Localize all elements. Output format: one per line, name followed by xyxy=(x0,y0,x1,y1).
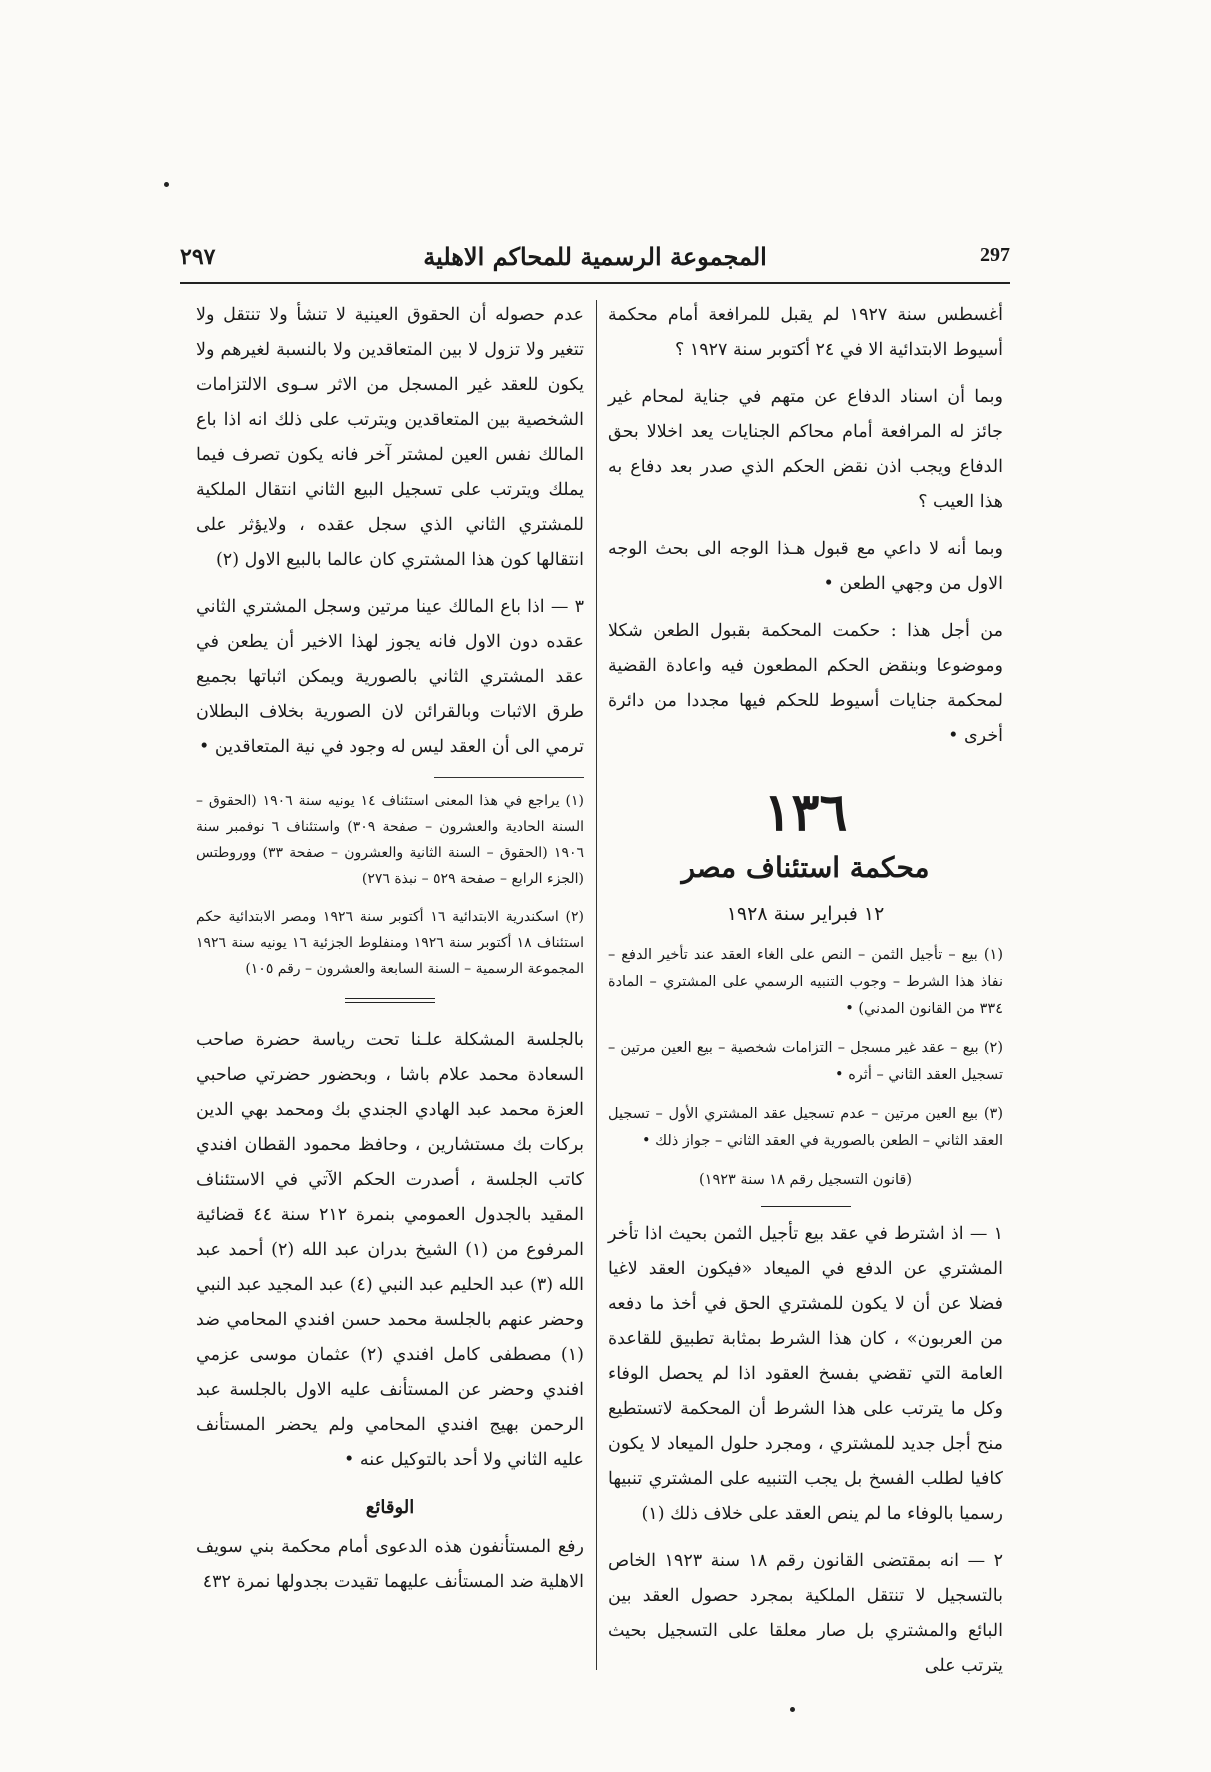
court-name: محكمة استئناف مصر xyxy=(681,851,930,884)
paragraph: ١ — اذ اشترط في عقد بيع تأجيل الثمن بحيث اذا تأخر المشتري عن الدفع في الميعاد «فيكون العقد لاغيا فضلا عن أن لا يكون للمشتري الحق في أخذ ما دفعه من العربون» ، كان هذا الشرط بمثابة تطبيق للقاعدة العامة التي تقضي بفسخ العقود اذا لم يحصل الوفاء وكل ما يترتب على هذا الشرط أن المحكمة لاتستطيع منح أجل جديد للمشتري ، ومجرد حلول الميعاد لا يكون كافيا لطلب الفسخ بل يجب التنبيه على المشتري تنبيها رسميا بالوفاء ما لم ينص العقد على خلاف ذلك (١) xyxy=(608,1224,1003,1524)
section-rule xyxy=(761,1206,851,1207)
publication-title: المجموعة الرسمية للمحاكم الاهلية xyxy=(423,242,767,271)
case-number: ١٣٦ xyxy=(763,782,848,843)
paragraph: من أجل هذا : حكمت المحكمة بقبول الطعن شكلا وموضوعا وبنقض الحكم المطعون فيه واعادة القضية لمحكمة جنايات أسيوط للحكم فيها مجددا من دائرة أخرى • xyxy=(608,621,1003,746)
footnote: (٢) اسكندرية الابتدائية ١٦ أكتوبر سنة ١٩٢٦ ومصر الابتدائية حكم استئناف ١٨ أكتوبر سنة ١٩٢٦ ومنفلوط الجزئية ١٦ يونيه سنة ١٩٢٦ المجموعة الرسمية – السنة السابعة والعشرون – رقم ١٠٥) xyxy=(196,909,585,977)
page-number-arabic: ٢٩٧ xyxy=(180,244,216,270)
headnote: (١) بيع – تأجيل الثمن – النص على الغاء العقد عند تأخير الدفع – نفاذ هذا الشرط – وجوب التنبيه الرسمي على المشتري – المادة ٣٣٤ من القانون المدني) • xyxy=(608,947,1003,1017)
facts-heading: الوقائع xyxy=(365,1497,415,1518)
header-rule xyxy=(180,282,1010,284)
paragraph: وبما أن اسناد الدفاع عن متهم في جناية لمحام غير جائز له المرافعة أمام محاكم الجنايات يعد اخلالا بحق الدفاع ويجب اذن نقض الحكم الذي صدر بعد دفاع به هذا العيب ؟ xyxy=(608,387,1003,512)
paragraph: رفع المستأنفون هذه الدعوى أمام محكمة بني سويف الاهلية ضد المستأنف عليهما تقيدت بجدولها نمرة ٤٣٢ xyxy=(196,1537,584,1592)
paragraph: ٢ — انه بمقتضى القانون رقم ١٨ سنة ١٩٢٣ الخاص بالتسجيل لا تنتقل الملكية بمجرد حصول العقد بين البائع والمشتري بل صار معلقا على التسجيل بحيث يترتب على xyxy=(608,1551,1004,1676)
paragraph: بالجلسة المشكلة علـنا تحت رياسة حضرة صاحب السعادة محمد علام باشا ، وبحضور حضرتي صاحبي العزة محمد عبد الهادي الجندي بك ومحمد بهي الدين بركات بك مستشارين ، وحافظ محمود القطان افندي كاتب الجلسة ، أصدرت الحكم الآتي في الاستئناف المقيد بالجدول العمومي بنمرة ٢١٢ سنة ٤٤ قضائية المرفوع من (١) الشيخ بدران عبد الله (٢) أحمد عبد الله (٣) عبد الحليم عبد النبي (٤) عبد المجيد عبد النبي وحضر عنهم بالجلسة محمد حسن افندي المحامي ضد (١) مصطفى كامل افندي (٢) عثمان موسى عزمي افندي وحضر عن المستأنف عليه الاول بالجلسة عبد الرحمن بهيج افندي المحامي ولم يحضر المستأنف عليه الثاني ولا أحد بالتوكيل عنه • xyxy=(196,1030,585,1470)
paragraph: ٣ — اذا باع المالك عينا مرتين وسجل المشتري الثاني عقده دون الاول فانه يجوز لهذا الاخير أن يطعن في عقد المشتري الثاني بالصورية ويمكن اثباتها بجميع طرق الاثبات وبالقرائن لان الصورية بخلاف البطلان ترمي الى أن العقد ليس له وجود في نية المتعاقدين • xyxy=(196,597,584,757)
column-separator xyxy=(596,300,597,1670)
judgment-date: ١٢ فبراير سنة ١٩٢٨ xyxy=(726,903,885,925)
headnote-law-reference: (قانون التسجيل رقم ١٨ سنة ١٩٢٣) xyxy=(698,1172,912,1188)
left-column xyxy=(196,298,584,1612)
right-column xyxy=(608,298,1003,1696)
scan-speck xyxy=(164,182,169,187)
page-number-latin: 297 xyxy=(980,244,1010,266)
scan-speck xyxy=(790,1707,795,1712)
footnote: (١) يراجع في هذا المعنى استئناف ١٤ يونيه سنة ١٩٠٦ (الحقوق – السنة الحادية والعشرون – صفحة ٣٠٩) واستئناف ٦ نوفمبر سنة ١٩٠٦ (الحقوق – السنة الثانية والعشرون – صفحة ٣٣) ووروطتس (الجزء الرابع – صفحة ٥٢٩ – نبذة ٢٧٦) xyxy=(196,793,584,887)
headnote: (٢) بيع – عقد غير مسجل – التزامات شخصية – بيع العين مرتين – تسجيل العقد الثاني – أثره • xyxy=(608,1040,1003,1083)
page-header xyxy=(180,238,1010,278)
double-rule xyxy=(345,998,435,1003)
paragraph: أغسطس سنة ١٩٢٧ لم يقبل للمرافعة أمام محكمة أسيوط الابتدائية الا في ٢٤ أكتوبر سنة ١٩٢٧ ؟ xyxy=(608,305,1003,360)
footnote-rule xyxy=(434,777,584,778)
paragraph: وبما أنه لا داعي مع قبول هـذا الوجه الى بحث الوجه الاول من وجهي الطعن • xyxy=(608,539,1003,594)
paragraph: عدم حصوله أن الحقوق العينية لا تنشأ ولا تنتقل ولا تتغير ولا تزول لا بين المتعاقدين ولا بالنسبة لغيرهم ولا يكون للعقد غير المسجل من الاثر سـوى الالتزامات الشخصية بين المتعاقدين ويترتب على ذلك انه اذا باع المالك نفس العين لمشتر آخر فانه يكون تصرف فيما يملك ويترتب على تسجيل البيع الثاني انتقال الملكية للمشتري الثاني الذي سجل عقده ، ولايؤثر على انتقالها كون هذا المشتري كان عالما بالبيع الاول (٢) xyxy=(196,305,584,570)
headnote: (٣) بيع العين مرتين – عدم تسجيل عقد المشتري الأول – تسجيل العقد الثاني – الطعن بالصورية في العقد الثاني – جواز ذلك • xyxy=(608,1106,1003,1149)
